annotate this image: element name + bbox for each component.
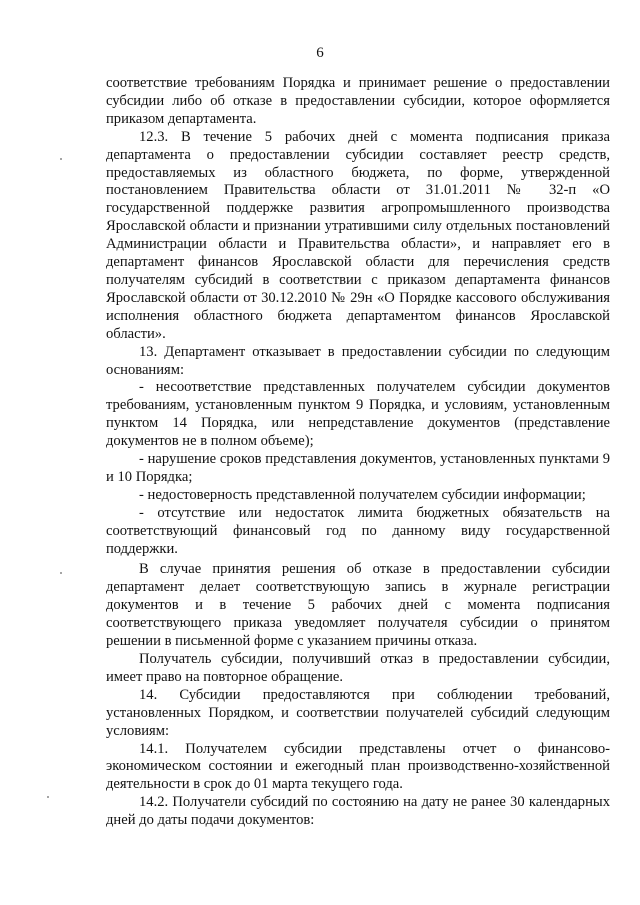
scan-speck [47, 796, 49, 798]
paragraph-continuation: соответствие требованиям Порядка и принимает решение о предоставлении субсидии либо об отказе в предоставлении субсидии, которое оформляется приказом департамента. [106, 75, 610, 127]
list-item-13-d: - отсутствие или недостаток лимита бюджетных обязательств на соответствующий финансовый год по данному виду государственной поддержки. [106, 504, 610, 557]
paragraph-13: 13. Департамент отказывает в предоставлении субсидии по следующим основаниям: [106, 343, 610, 378]
document-body [106, 75, 610, 830]
list-item-13-a: - несоответствие представленных получателем субсидии документов требованиям, установленным пунктом 9 Порядка, и условиям, установленным пунктом 14 Порядка, или непредставление документов (представление документов не в полном объеме); [106, 379, 610, 450]
paragraph-refusal-notice: В случае принятия решения об отказе в предоставлении субсидии департамент делает соответствующую запись в журнале регистрации документов и в течение 5 рабочих дней с момента подписания соответствующего приказа уведомляет получателя субсидии о принятом решении в письменной форме с указанием причины отказа. [106, 561, 610, 650]
list-item-13-b: - нарушение сроков представления документов, установленных пунктами 9 и 10 Порядка; [106, 451, 610, 485]
list-item-13-c: - недостоверность представленной получателем субсидии информации; [139, 486, 586, 503]
scan-speck [60, 572, 62, 574]
paragraph-12-3: 12.3. В течение 5 рабочих дней с момента подписания приказа департамента о предоставлении субсидии составляет реестр средств, предоставляемых из областного бюджета, по форме, утвержденной постановлением Правительства области от 31.01.2011 № 32-п «О государственной поддержке развития агропромышленного производства Ярославской области и признании утратившими силу отдельных постановлений Администрации области и Правительства области», и направляет его в департамент финансов Ярославской области для перечисления средств получателям субсидий в соответствии с приказом департамента финансов Ярославской области от 30.12.2010 № 29н «О Порядке кассового обслуживания исполнения областного бюджета департаментом финансов Ярославской области». [106, 128, 610, 342]
paragraph-reapplication: Получатель субсидии, получивший отказ в предоставлении субсидии, имеет право на повторное обращение. [106, 651, 610, 685]
page-number: 6 [316, 45, 324, 61]
paragraph-14-2: 14.2. Получатели субсидий по состоянию на дату не ранее 30 календарных дней до даты подачи документов: [106, 794, 610, 829]
scan-speck [60, 158, 62, 160]
paragraph-14-1: 14.1. Получателем субсидии представлены отчет о финансово-экономическом состоянии и ежегодный план производственно-хозяйственной деятельности в срок до 01 марта текущего года. [106, 740, 610, 793]
paragraph-14: 14. Субсидии предоставляются при соблюдении требований, установленных Порядком, и соответствии получателей субсидий следующим условиям: [106, 686, 610, 739]
